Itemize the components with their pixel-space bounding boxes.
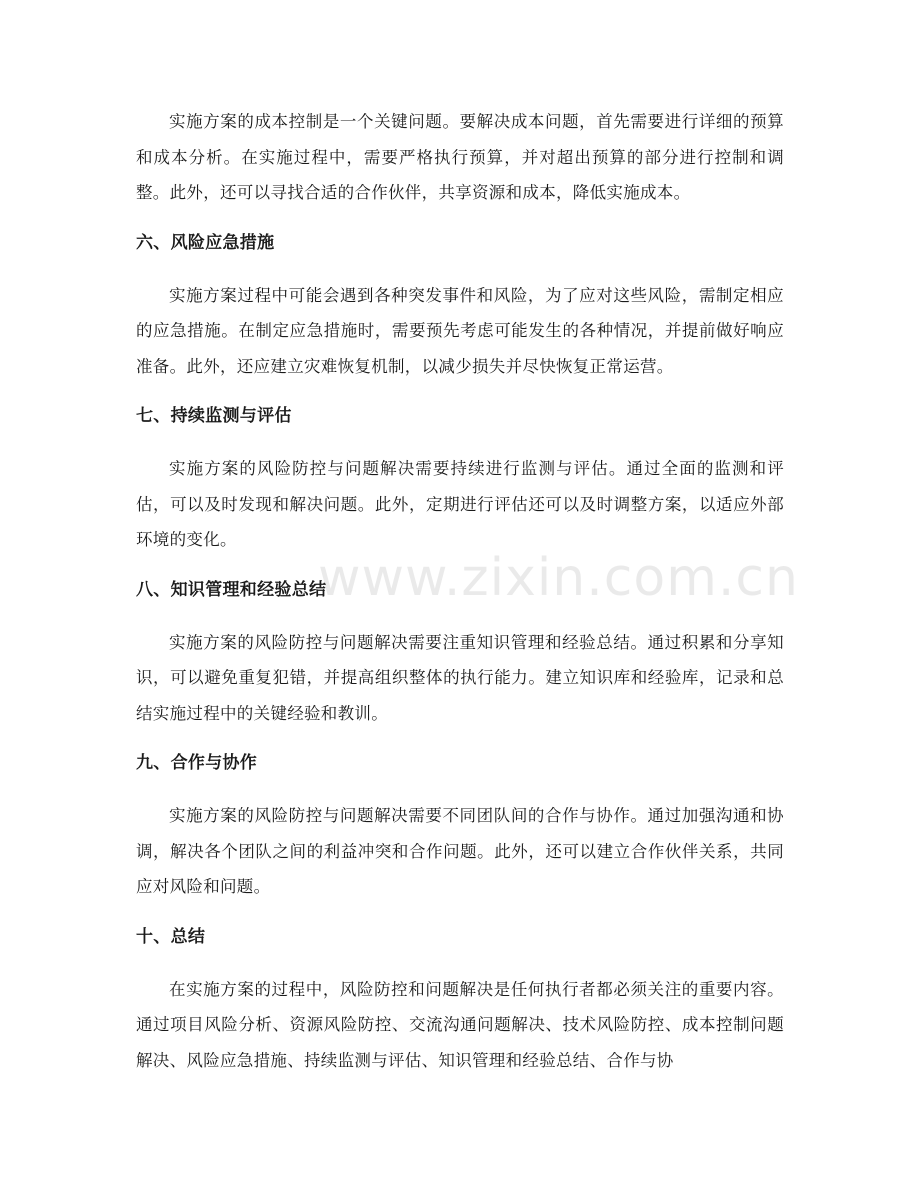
section-9-paragraph: 实施方案的风险防控与问题解决需要不同团队间的合作与协作。通过加强沟通和协调，解决各个团队之间的利益冲突和合作问题。此外，还可以建立合作伙伴关系，共同应对风险和问题。 <box>136 806 784 896</box>
section-7-paragraph: 实施方案的风险防控与问题解决需要持续进行监测与评估。通过全面的监测和评估，可以及时发现和解决问题。此外，定期进行评估还可以及时调整方案，以适应外部环境的变化。 <box>136 459 784 549</box>
intro-paragraph: 实施方案的成本控制是一个关键问题。要解决成本问题，首先需要进行详细的预算和成本分析。在实施过程中，需要严格执行预算，并对超出预算的部分进行控制和调整。此外，还可以寻找合适的合作伙伴，共享资源和成本，降低实施成本。 <box>136 112 784 202</box>
document-body <box>136 104 784 1078</box>
section-8-paragraph: 实施方案的风险防控与问题解决需要注重知识管理和经验总结。通过积累和分享知识，可以避免重复犯错，并提高组织整体的执行能力。建立知识库和经验库，记录和总结实施过程中的关键经验和教训。 <box>136 632 784 723</box>
section-9-title: 九、合作与协作 <box>136 753 258 773</box>
section-6-paragraph: 实施方案过程中可能会遇到各种突发事件和风险，为了应对这些风险，需制定相应的应急措施。在制定应急措施时，需要预先考虑可能发生的各种情况，并提前做好响应准备。此外，还应建立灾难恢复机制，以减少损失并尽快恢复正常运营。 <box>136 285 784 376</box>
section-7-title: 七、持续监测与评估 <box>136 406 292 426</box>
section-8-title: 八、知识管理和经验总结 <box>136 579 327 600</box>
watermark: www.zixin.com.cn <box>318 548 799 608</box>
section-10-title: 十、总结 <box>136 926 206 947</box>
section-10-paragraph: 在实施方案的过程中，风险防控和问题解决是任何执行者都必须关注的重要内容。通过项目风险分析、资源风险防控、交流沟通问题解决、技术风险防控、成本控制问题解决、风险应急措施、持续监测与评估、知识管理和经验总结、合作与协 <box>136 979 784 1070</box>
section-6-title: 六、风险应急措施 <box>136 232 275 253</box>
